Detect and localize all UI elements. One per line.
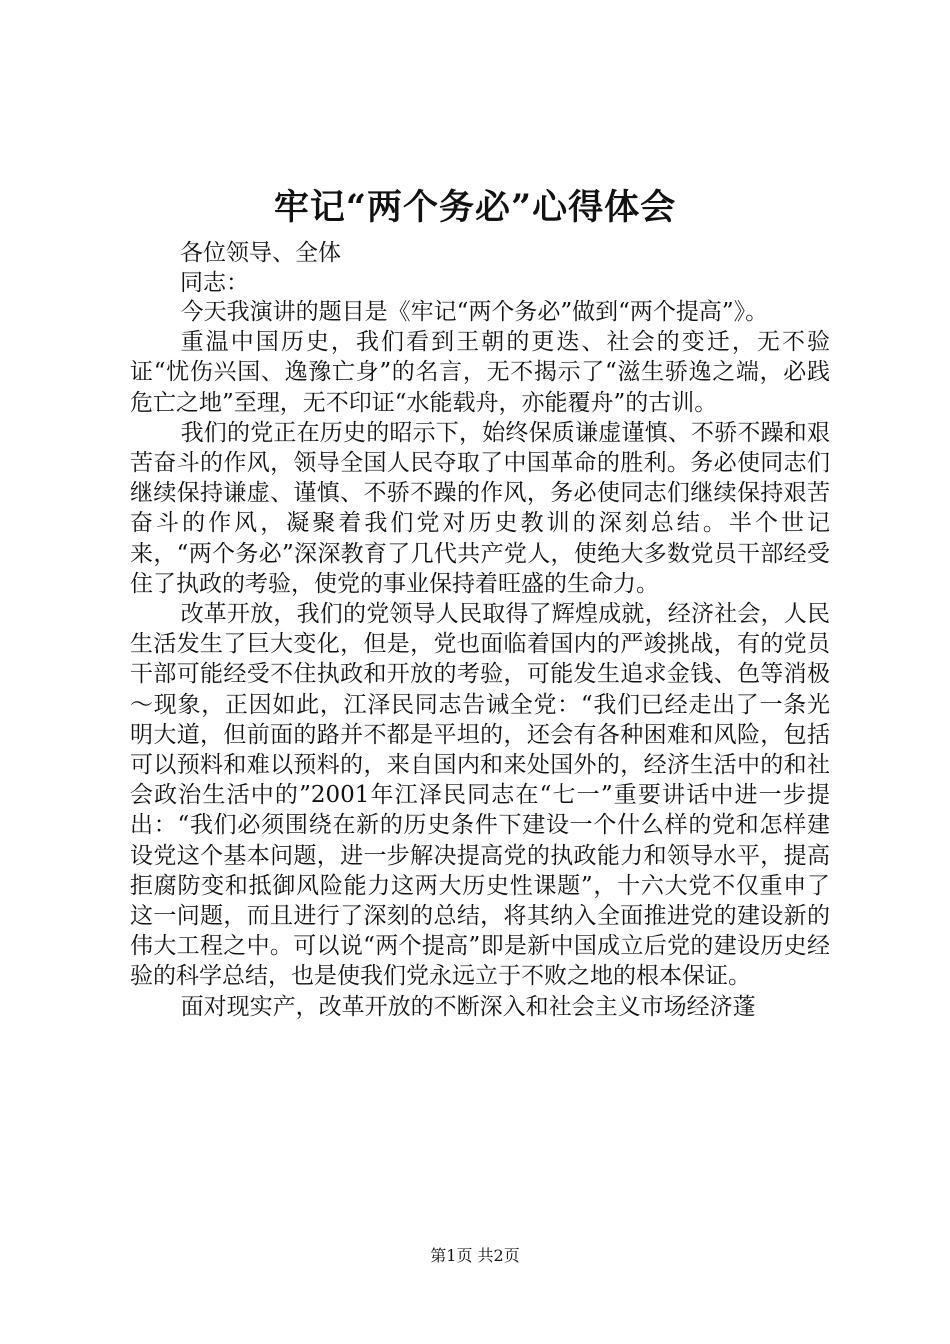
paragraph-5: 面对现实产，改革开放的不断深入和社会主义市场经济蓬 <box>180 993 756 1020</box>
document-body <box>130 297 830 1022</box>
paragraph-2: 重温中国历史，我们看到王朝的更迭、社会的变迁，无不验证“忧伤兴国、逸豫亡身”的名言，无不揭示了“滋生骄逸之端，必践危亡之地”至理，无不印证“水能载舟，亦能覆舟”的古训。 <box>130 329 830 416</box>
paragraph-3: 我们的党正在历史的昭示下，始终保质谦虚谨慎、不骄不躁和艰苦奋斗的作风，领导全国人民夺取了中国革命的胜利。务必使同志们继续保持谦虚、谨慎、不骄不躁的作风，务必使同志们继续保持艰苦奋斗的作风，凝聚着我们党对历史教训的深刻总结。半个世记来，“两个务必”深深教育了几代共产党人，使绝大多数党员干部经受住了执政的考验，使党的事业保持着旺盛的生命力。 <box>130 419 830 597</box>
paragraph-4: 改革开放，我们的党领导人民取得了辉煌成就，经济社会，人民生活发生了巨大变化，但是，党也面临着国内的严竣挑战，有的党员干部可能经受不住执政和开放的考验，可能发生追求金钱、色等消极～现象，正因如此，江泽民同志告诫全党：“我们已经走出了一条光明大道，但前面的路并不都是平坦的，还会有各种困难和风险，包括可以预料和难以预料的，来自国内和来处国外的，经济生活中的和社会政治生活中的”2001年江泽民同志在“七一”重要讲话中进一步提出：“我们必须围绕在新的历史条件下建设一个什么样的党和怎样建设党这个基本问题，进一步解决提高党的执政能力和领导水平，提高拒腐防变和抵御风险能力这两大历史性课题”，十六大党不仅重申了这一问题，而且进行了深刻的总结，将其纳入全面推进党的建设新的伟大工程之中。可以说“两个提高”即是新中国成立后党的建设历史经验的科学总结，也是使我们党永远立于不败之地的根本保证。 <box>130 601 830 990</box>
page-footer: 第1页 共2页 <box>430 1246 520 1265</box>
document-title: 牢记“两个务必”心得体会 <box>273 187 677 228</box>
paragraph-1: 今天我演讲的题目是《牢记“两个务必”做到“两个提高”》。 <box>180 299 769 325</box>
salutation-line-1: 各位领导、全体 <box>180 240 341 266</box>
salutation-line-2: 同志： <box>180 270 249 296</box>
